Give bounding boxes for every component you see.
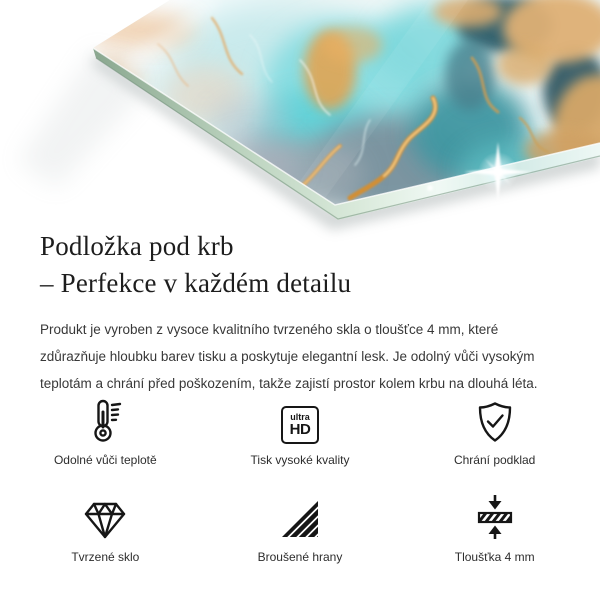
feature-label: Odolné vůči teplotě [53,453,157,467]
feature-label: Broušené hrany [257,550,343,564]
glass-panel-illustration [0,0,600,250]
product-description: Produkt je vyroben z vysoce kvalitního tvrzeného skla o tloušťce 4 mm, které zdůrazňuje hloubku barev tisku a poskytuje elegantní lesk. Je odolný vůči vysokým teplotám a chrání před poškozením, takže zajistí prostor kolem krbu na dlouhá léta. [40,322,538,391]
feature-label: Tvrzené sklo [71,550,140,564]
feature-heat-resistant [8,396,203,467]
ultra-hd-top-text: ultra [290,412,310,422]
shield-check-icon [475,396,515,444]
diamond-icon [82,493,128,541]
title-line-2: – Perfekce v každém detailu [40,268,352,298]
feature-grid [8,396,592,564]
content-block [40,228,570,397]
title-line-1: Podložka pod krb [40,231,234,261]
feature-protects-surface [397,396,592,467]
ultra-hd-icon [281,396,319,444]
feature-label: Chrání podklad [453,453,536,467]
feature-label: Tisk vysoké kvality [250,453,350,467]
feature-print-quality [203,396,398,467]
thermometer-icon [85,396,125,444]
hero-image [0,0,600,250]
page-title [40,228,570,302]
ultra-hd-bottom-text: HD [289,421,311,438]
feature-thickness [397,493,592,564]
beveled-edges-icon [278,493,322,541]
thickness-icon [473,493,517,541]
feature-polished-edges [203,493,398,564]
feature-tempered-glass [8,493,203,564]
feature-label: Tloušťka 4 mm [454,550,535,564]
